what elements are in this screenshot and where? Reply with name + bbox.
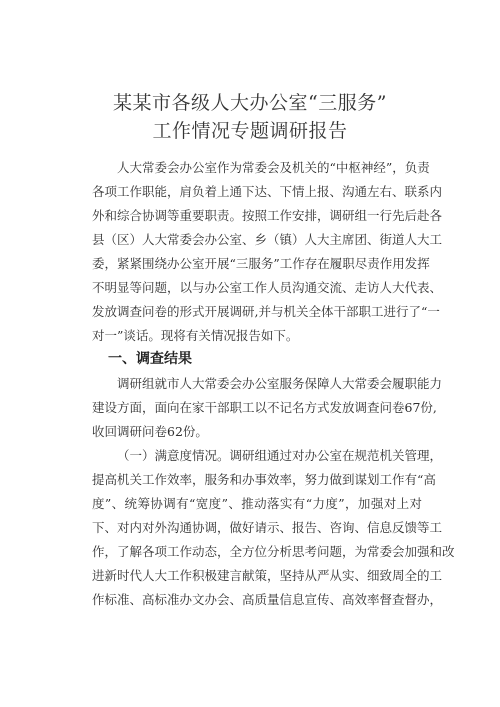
subsection1-paragraph <box>92 444 455 612</box>
paragraph-line: 对一”谈话。现将有关情况报告如下。 <box>92 328 299 343</box>
paragraph-line: 度”、统筹协调有“宽度”、推动落实有“力度”，加强对上对 <box>92 496 422 511</box>
paragraph-line: 委，紧紧围绕办公室开展“三服务”工作存在履职尽责作用发挥 <box>92 256 430 271</box>
paragraph-line: （一）满意度情况。调研组通过对办公室在规范机关管理， <box>117 448 443 463</box>
paragraph-line: 县（区）人大常委会办公室、乡（镇）人大主席团、街道人大工 <box>92 232 443 247</box>
paragraph-line: 提高机关工作效率，服务和办事效率，努力做到谋划工作有“高 <box>92 472 436 487</box>
paragraph-line: 收回调研问卷62份。 <box>92 424 208 439</box>
paragraph-line: 进新时代人大工作积极建言献策，坚持从严从实、细致周全的工 <box>92 568 443 583</box>
intro-paragraph <box>92 156 443 348</box>
section-heading: 一、调查结果 <box>108 351 192 367</box>
paragraph-line: 不明显等问题，以与办公室工作人员沟通交流、走访人大代表、 <box>92 280 443 295</box>
paragraph-line: 人大常委会办公室作为常委会及机关的“中枢神经”，负责 <box>117 160 430 175</box>
section1-paragraph <box>92 372 443 444</box>
document-title-line-1: 某某市各级人大办公室“三服务” <box>113 92 387 114</box>
paragraph-line: 作，了解各项工作动态，全方位分析思考问题，为常委会加强和改 <box>92 544 455 559</box>
paragraph-line: 下、对内对外沟通协调，做好请示、报告、咨询、信息反馈等工 <box>92 520 443 535</box>
paragraph-line: 建设方面，面向在家干部职工以不记名方式发放调查问卷67份, <box>92 400 437 415</box>
paragraph-line: 发放调查问卷的形式开展调研,并与机关全体干部职工进行了“一 <box>92 304 440 319</box>
document-title-line-2: 工作情况专题调研报告 <box>152 120 348 142</box>
paragraph-line: 调研组就市人大常委会办公室服务保障人大常委会履职能力 <box>117 376 443 391</box>
paragraph-line: 外和综合协调等重要职责。按照工作安排，调研组一行先后赴各 <box>92 208 443 223</box>
paragraph-line: 作标准、高标准办文办会、高质量信息宣传、高效率督查督办， <box>92 592 443 607</box>
paragraph-line: 各项工作职能，肩负着上通下达、下情上报、沟通左右、联系内 <box>92 184 443 199</box>
